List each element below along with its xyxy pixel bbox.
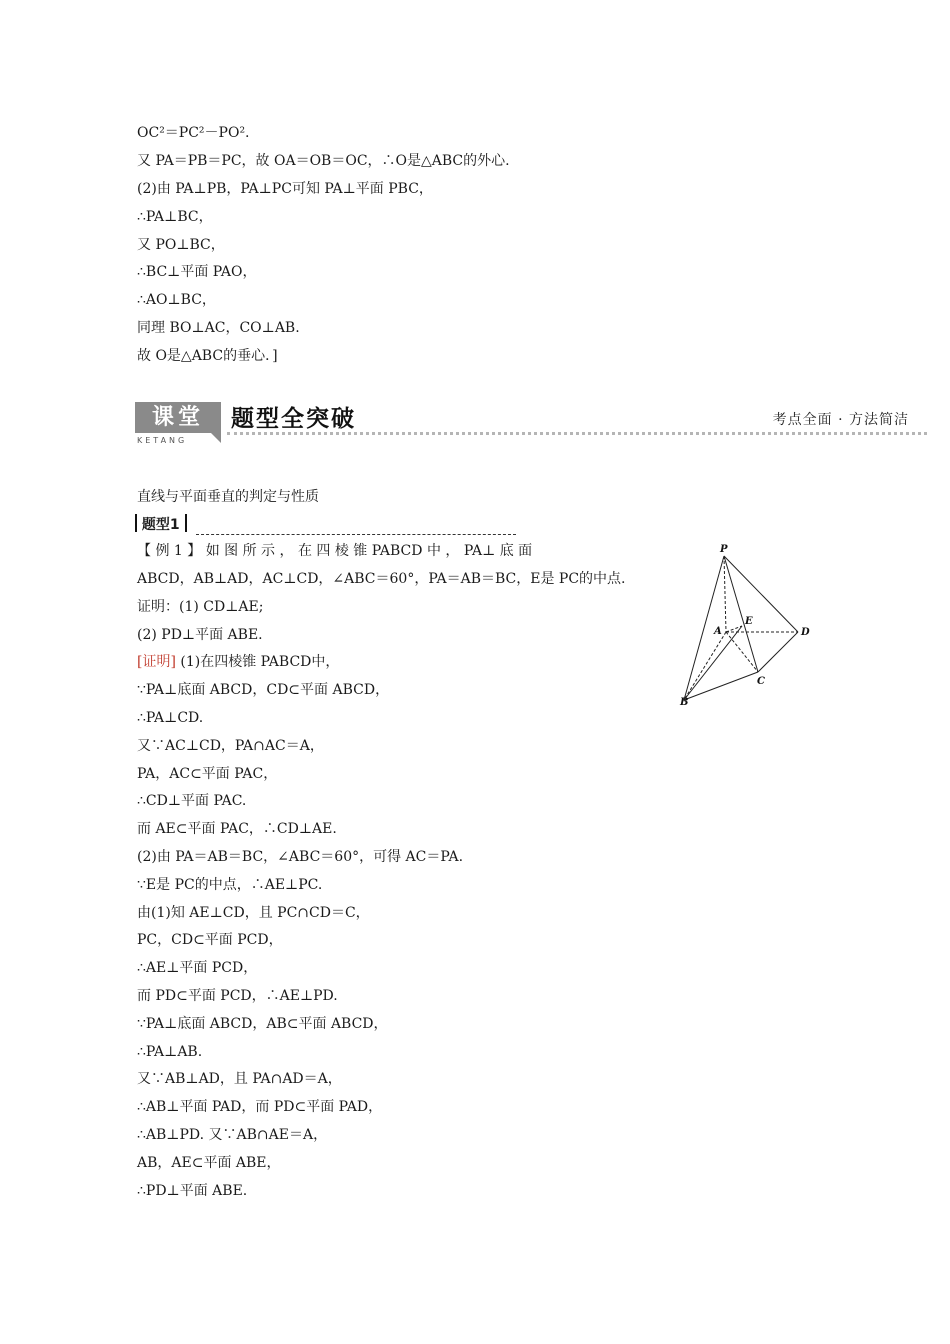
tag-bar-right <box>185 514 187 532</box>
edge-PA <box>724 556 726 632</box>
proof-line: 而 PD⊂平面 PCD，∴AE⊥PD. <box>137 988 338 1004</box>
banner-tagline: 考点全面 · 方法简洁 <box>772 412 909 428</box>
banner-box <box>135 402 221 433</box>
proof-first-line <box>137 653 339 671</box>
proof-line: ∴AB⊥平面 PAD，而 PD⊂平面 PAD， <box>137 1099 383 1115</box>
tag-bar-left <box>135 514 137 532</box>
proof-line: ∴PD⊥平面 ABE. <box>137 1183 248 1199</box>
label-E: E <box>745 616 753 627</box>
label-P: P <box>720 544 728 555</box>
example-text: 证明：(1) CD⊥AE; <box>137 599 264 615</box>
proof-line: PA，AC⊂平面 PAC， <box>137 766 278 782</box>
proof-line: (2)由 PA＝AB＝BC，∠ABC＝60°，可得 AC＝PA. <box>137 849 464 865</box>
proof-line: ∴PA⊥CD. <box>137 710 204 726</box>
text-line: 又 PA＝PB＝PC，故 OA＝OB＝OC，∴O是△ABC的外心. <box>137 153 510 169</box>
label-D: D <box>801 627 810 638</box>
label-A: A <box>714 626 722 637</box>
tag-label: 题型1 <box>141 517 180 533</box>
proof-line: 又∵AB⊥AD，且 PA∩AD＝A， <box>137 1071 342 1087</box>
proof-line: ∴AE⊥平面 PCD， <box>137 960 258 976</box>
label-B: B <box>680 697 689 708</box>
example-text: ABCD，AB⊥AD，AC⊥CD，∠ABC＝60°，PA＝AB＝BC，E是 PC的中点. <box>137 571 626 587</box>
proof-label: [证明] <box>137 654 176 670</box>
banner-title: 题型全突破 <box>231 406 356 432</box>
banner-divider <box>227 432 927 435</box>
proof-line: AB，AE⊂平面 ABE， <box>137 1155 281 1171</box>
proof-line: PC，CD⊂平面 PCD， <box>137 932 283 948</box>
text-line: 又 PO⊥BC， <box>137 237 225 253</box>
proof-line: ∴CD⊥平面 PAC. <box>137 793 247 809</box>
text-line: 同理 BO⊥AC，CO⊥AB. <box>137 320 300 336</box>
proof-line: ∴PA⊥AB. <box>137 1044 203 1060</box>
text-line: OC²＝PC²－PO². <box>137 125 250 141</box>
proof-line: 由(1)知 AE⊥CD，且 PC∩CD＝C， <box>137 905 370 921</box>
section-banner <box>135 398 927 448</box>
proof-text: (1)在四棱锥 PABCD中， <box>175 654 340 670</box>
text-line: (2)由 PA⊥PB，PA⊥PC可知 PA⊥平面 PBC， <box>137 181 433 197</box>
proof-line: ∴AB⊥PD. 又∵AB∩AE＝A， <box>137 1127 328 1143</box>
text-line: ∴AO⊥BC， <box>137 292 216 308</box>
edge-CD <box>758 632 798 672</box>
proof-line: 而 AE⊂平面 PAC，∴CD⊥AE. <box>137 821 337 837</box>
pyramid-figure <box>670 538 830 718</box>
banner-tab-decoration <box>211 433 221 443</box>
edge-AC <box>726 632 758 672</box>
text-line: ∴BC⊥平面 PAO， <box>137 264 257 280</box>
proof-line: 又∵AC⊥CD，PA∩AC＝A， <box>137 738 324 754</box>
section-title: 直线与平面垂直的判定与性质 <box>137 489 319 505</box>
example-text: (2) PD⊥平面 ABE. <box>137 627 263 643</box>
question-type-tag <box>135 514 187 534</box>
tag-divider <box>196 534 516 535</box>
text-line: ∴PA⊥BC， <box>137 209 213 225</box>
example-heading: 【 例 1 】 如 图 所 示 ， 在 四 棱 锥 PABCD 中 ， PA⊥ 底 面 <box>137 543 533 559</box>
banner-box-text: 课堂 <box>151 405 204 430</box>
banner-box-subtext: KETANG <box>137 436 188 445</box>
label-C: C <box>757 676 765 687</box>
proof-line: ∵PA⊥底面 ABCD，CD⊂平面 ABCD， <box>137 682 390 698</box>
proof-line: ∵E是 PC的中点，∴AE⊥PC. <box>137 877 323 893</box>
proof-line: ∵PA⊥底面 ABCD，AB⊂平面 ABCD， <box>137 1016 388 1032</box>
edge-AB <box>684 632 726 700</box>
text-line: 故 O是△ABC的垂心．] <box>137 348 278 364</box>
